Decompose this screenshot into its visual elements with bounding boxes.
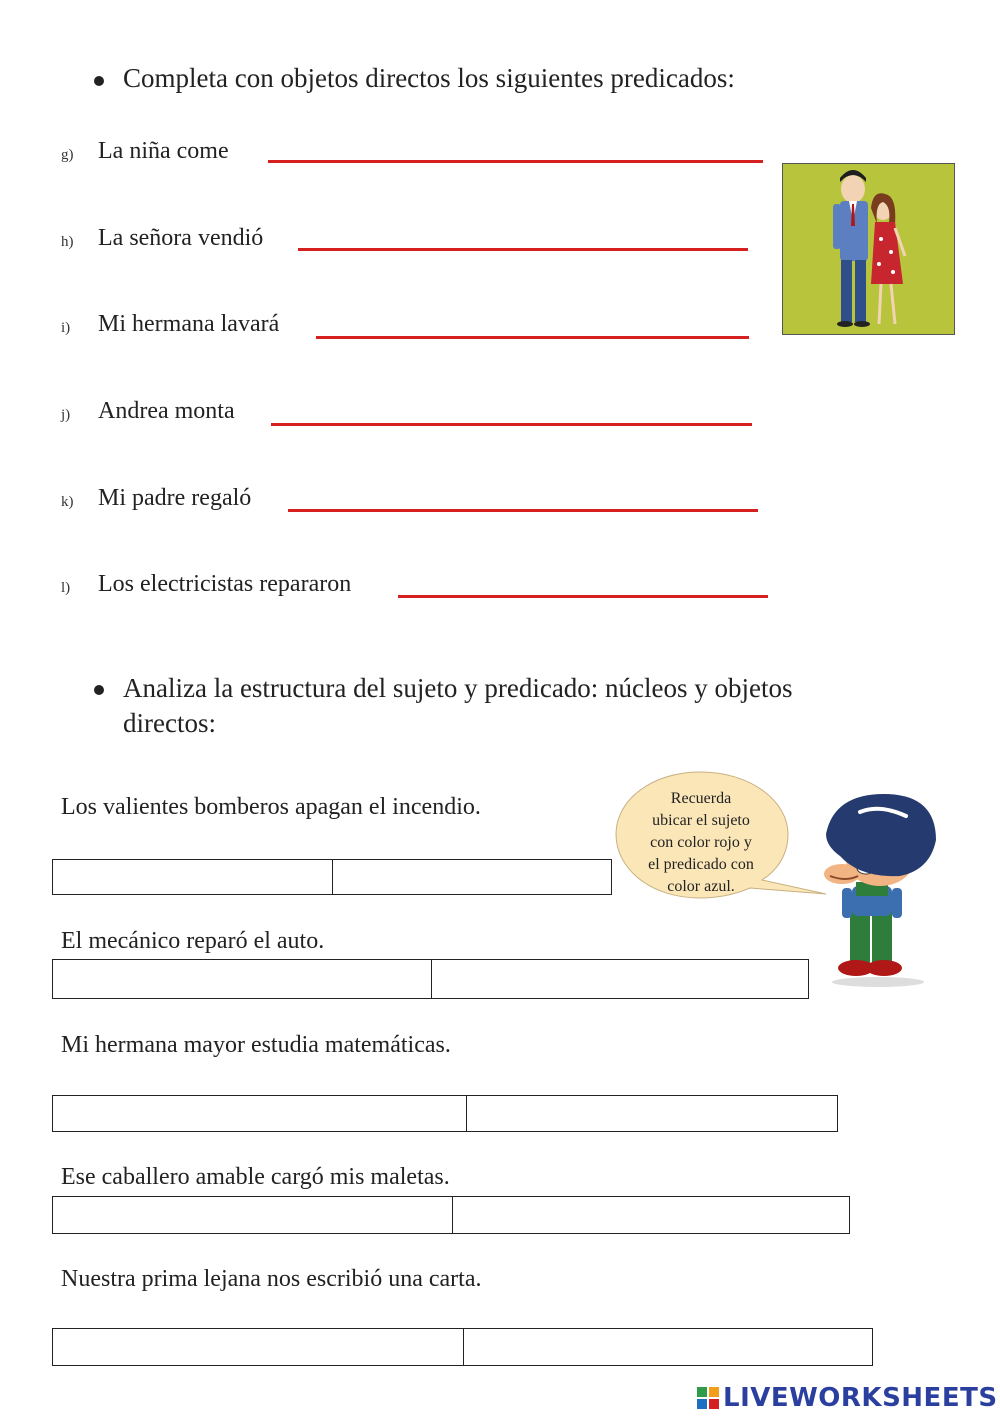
item-letter: k): [61, 494, 74, 510]
bubble-line: color azul.: [667, 878, 735, 895]
subject-box[interactable]: [53, 1197, 452, 1233]
answer-box-row: [52, 1095, 838, 1132]
subject-box[interactable]: [53, 1096, 466, 1131]
section2-instruction-line1: Analiza la estructura del sujeto y predicado: núcleos y objetos: [123, 673, 793, 703]
sentence: Ese caballero amable cargó mis maletas.: [61, 1164, 450, 1190]
sentence: Mi hermana mayor estudia matemáticas.: [61, 1032, 451, 1058]
sentence: Nuestra prima lejana nos escribió una carta.: [61, 1266, 482, 1292]
item-text: Mi hermana lavará: [98, 311, 280, 337]
subject-box[interactable]: [53, 960, 431, 998]
predicate-box[interactable]: [332, 860, 611, 894]
bubble-line: el predicado con: [648, 856, 754, 873]
answer-input-g[interactable]: [272, 134, 764, 162]
section1-instruction: Completa con objetos directos los siguientes predicados:: [123, 63, 735, 93]
predicate-box[interactable]: [463, 1329, 872, 1365]
item-text: La señora vendió: [98, 225, 264, 251]
answer-input-i[interactable]: [320, 310, 750, 338]
section2-instruction-line2: directos:: [123, 708, 216, 738]
bullet-icon: [94, 685, 104, 695]
sentence: Los valientes bomberos apagan el incendio.: [61, 794, 481, 820]
answer-input-l[interactable]: [402, 569, 769, 597]
predicate-box[interactable]: [431, 960, 808, 998]
subject-box[interactable]: [53, 1329, 463, 1365]
predicate-box[interactable]: [452, 1197, 849, 1233]
logo-icon: [697, 1387, 719, 1409]
bullet-icon: [94, 76, 104, 86]
speech-bubble: [626, 788, 776, 898]
cartoon-boy-illustration: [820, 790, 940, 990]
subject-box[interactable]: [53, 860, 332, 894]
bubble-line: Recuerda: [670, 790, 732, 807]
logo-text: LIVEWORKSHEETS: [723, 1383, 998, 1413]
item-text: La niña come: [98, 138, 229, 164]
item-letter: i): [61, 320, 71, 336]
answer-box-row: [52, 859, 612, 895]
answer-input-j[interactable]: [275, 397, 753, 425]
item-letter: h): [61, 234, 74, 250]
predicate-box[interactable]: [466, 1096, 837, 1131]
bubble-line: ubicar el sujeto: [652, 812, 750, 829]
answer-box-row: [52, 1328, 873, 1366]
couple-drawing: [783, 164, 954, 334]
item-text: Los electricistas repararon: [98, 571, 352, 597]
couple-illustration: [782, 163, 955, 335]
bubble-line: con color rojo y: [650, 834, 752, 851]
item-letter: l): [61, 580, 71, 596]
answer-input-h[interactable]: [302, 222, 749, 250]
liveworksheets-logo: [697, 1383, 998, 1413]
item-text: Andrea monta: [98, 398, 235, 424]
answer-input-k[interactable]: [292, 483, 759, 511]
item-text: Mi padre regaló: [98, 485, 252, 511]
item-letter: g): [61, 147, 74, 163]
item-letter: j): [61, 407, 71, 423]
answer-box-row: [52, 1196, 850, 1234]
sentence: El mecánico reparó el auto.: [61, 928, 325, 954]
answer-box-row: [52, 959, 809, 999]
